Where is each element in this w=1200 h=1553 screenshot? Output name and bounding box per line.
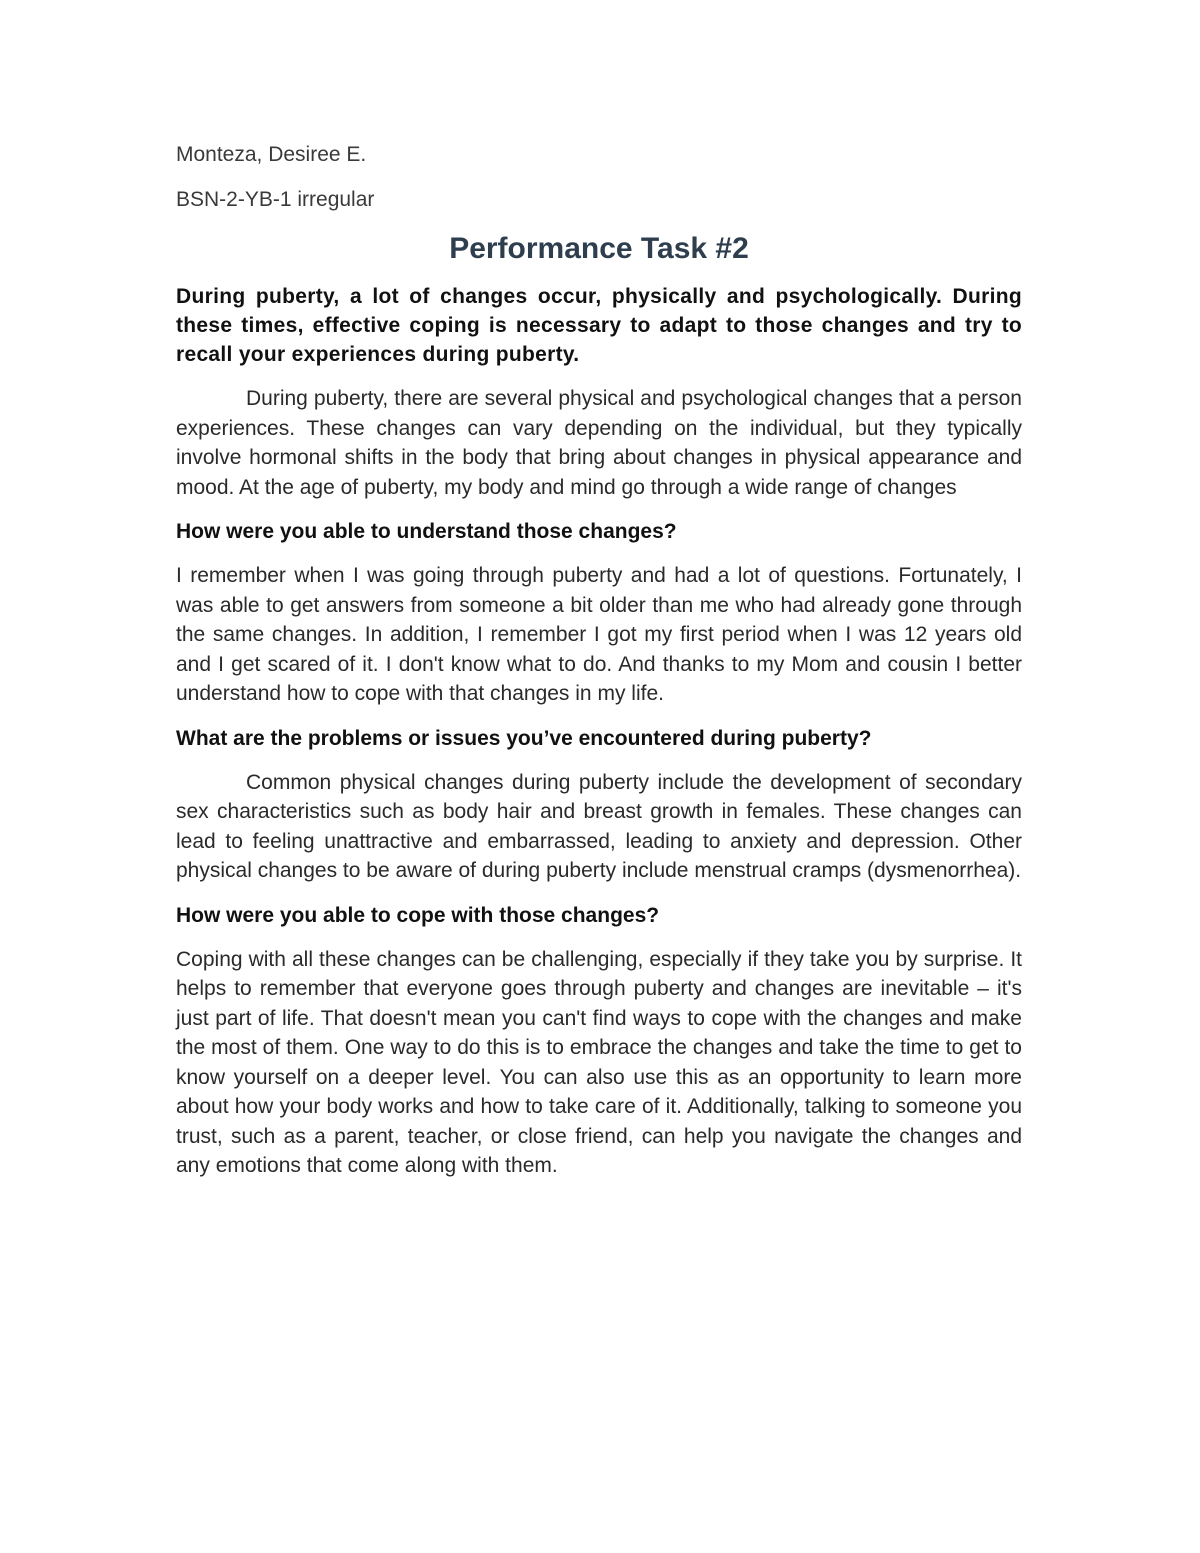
task-prompt: During puberty, a lot of changes occur, physically and psychologically. During these times, effective coping is necessary to adapt to those changes and try to recall your experiences during puberty. xyxy=(176,285,1022,366)
question-understand-changes: How were you able to understand those changes? xyxy=(176,520,677,543)
student-section: BSN-2-YB-1 irregular xyxy=(176,188,375,211)
answer-problems-issues: Common physical changes during puberty include the development of secondary sex characteristics such as body hair and breast growth in females. These changes can lead to feeling unattractive and embarrassed, leading to anxiety and depression. Other physical changes to be aware of during puberty include menstrual cramps (dysmenorrhea). xyxy=(176,770,1022,882)
document-title: Performance Task #2 xyxy=(449,232,749,265)
student-name: Monteza, Desiree E. xyxy=(176,143,367,166)
question-cope-changes: How were you able to cope with those changes? xyxy=(176,903,660,927)
answer-understand-changes: I remember when I was going through puberty and had a lot of questions. Fortunately, I was able to get answers from someone a bit older than me who had already gone through the same changes. In addition, I remember I got my first period when I was 12 years old and I get scared of it. I don't know what to do. And thanks to my Mom and cousin I better understand how to cope with that changes in my life. xyxy=(176,564,1022,705)
answer-cope-changes: Coping with all these changes can be challenging, especially if they take you by surprise. It helps to remember that everyone goes through puberty and changes are inevitable – it's just part of life. That doesn't mean you can't find ways to cope with the changes and make the most of them. One way to do this is to embrace the changes and take the time to get to know yourself on a deeper level. You can also use this as an opportunity to learn more about how your body works and how to take care of it. Additionally, talking to someone you trust, such as a parent, teacher, or close friend, can help you navigate the changes and any emotions that come along with them. xyxy=(176,947,1022,1177)
document-page xyxy=(176,140,1022,1196)
intro-answer: During puberty, there are several physical and psychological changes that a person experiences. These changes can vary depending on the individual, but they typically involve hormonal shifts in the body that bring about changes in physical appearance and mood. At the age of puberty, my body and mind go through a wide range of changes xyxy=(176,387,1022,499)
question-problems-issues: What are the problems or issues you’ve encountered during puberty? xyxy=(176,726,872,750)
